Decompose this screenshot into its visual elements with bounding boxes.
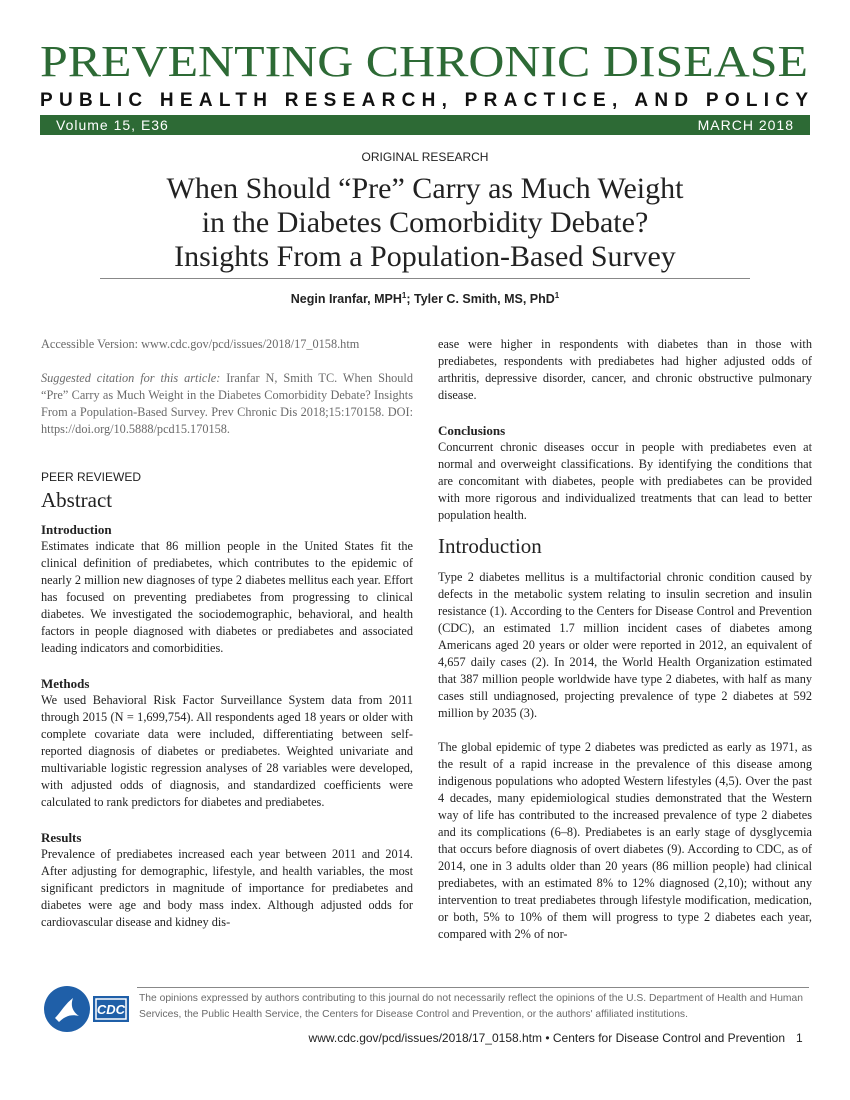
title-line: in the Diabetes Comorbidity Debate? bbox=[201, 206, 649, 239]
abstract-conclusions-heading: Conclusions bbox=[438, 423, 506, 438]
footer-divider bbox=[137, 987, 809, 988]
title-line: When Should “Pre” Carry as Much Weight bbox=[166, 172, 684, 205]
journal-title-text: PREVENTING CHRONIC DISEASE bbox=[40, 38, 808, 84]
issue-date: MARCH 2018 bbox=[697, 117, 794, 133]
abstract-introduction-heading: Introduction bbox=[41, 522, 112, 537]
introduction-paragraph: Type 2 diabetes mellitus is a multifactorial chronic condition caused by defects in the metabolic system relating to insulin secretion and insulin resistance (1). According to the Centers for Disease Control and Prevention (CDC), an estimated 1.7 million incident cases of diabetes among Americans aged 20 years or older were reported in 2012, an equivalent of 4,657 daily cases (2). In 2014, the World Health Organization estimated that 387 million people worldwide have type 2 diabetes, with half as many cases still undiagnosed, projecting prevalence of type 2 diabetes at 592 million by 2035 (3). bbox=[438, 570, 812, 720]
citation-label: Suggested citation for this article: bbox=[41, 371, 221, 385]
volume-number: Volume 15, E36 bbox=[56, 117, 169, 133]
author-line bbox=[0, 291, 850, 306]
abstract-conclusions-text: Concurrent chronic diseases occur in people with prediabetes even at normal and overweight classifications. By identifying the conditions that are concomitant with diabetes, people with prediabetes can be provided with more rigorous and individualized treatments that can lead to better population health. bbox=[438, 440, 812, 522]
peer-reviewed-label: PEER REVIEWED bbox=[41, 470, 142, 484]
abstract-results-continued: ease were higher in respondents with diabetes than in those with prediabetes, respondents with prediabetes had higher adjusted odds of arthritis, depressive disorder, cancer, and chronic obstructive pulmonary disease. bbox=[438, 337, 812, 402]
journal-title bbox=[40, 38, 810, 84]
suggested-citation bbox=[41, 370, 413, 438]
page-number: 1 bbox=[796, 1031, 803, 1045]
title-divider bbox=[100, 278, 750, 279]
cdc-logo-text: CDC bbox=[96, 1002, 126, 1017]
introduction-paragraph: The global epidemic of type 2 diabetes was predicted as early as 1971, as the result of a rapid increase in the prevalence of this disease among indigenous populations who adopted Western lifestyles (4,5). Over the past 4 decades, many epidemiological studies demonstrated that the Western way of life has contributed to the increased prevalence of type 2 diabetes and its complications (6–8). Prediabetes is an early stage of dysglycemia that occurs before diagnosis of overt diabetes (9). According to CDC, as of 2014, one in 3 adults older than 20 years (86 million people) had clinical prediabetes, with an estimated 8% to 12% diagnosed (2,10); without any intervention to treat prediabetes through lifestyle modification, medication, or both, 5% to 10% of them will progress to type 2 diabetes each year, compared with 2% of nor- bbox=[438, 740, 812, 941]
author-separator: ; bbox=[406, 292, 414, 307]
abstract-results-heading: Results bbox=[41, 830, 82, 845]
author-name: Negin Iranfar, MPH bbox=[290, 292, 402, 307]
left-column bbox=[41, 336, 413, 931]
article-title bbox=[60, 172, 790, 274]
volume-bar bbox=[40, 115, 810, 135]
introduction-heading: Introduction bbox=[438, 534, 542, 558]
right-column bbox=[438, 336, 812, 943]
journal-subtitle-text: PUBLIC HEALTH RESEARCH, PRACTICE, AND POLICY bbox=[40, 90, 808, 110]
section-label: ORIGINAL RESEARCH bbox=[361, 150, 489, 164]
author-affiliation: 1 bbox=[401, 291, 407, 300]
abstract-heading: Abstract bbox=[41, 488, 113, 512]
citation-text: Iranfar N, Smith TC. When Should “Pre” Carry as Much Weight in the Diabetes Comorbidity Debate? Insights From a Population-Based Survey. Prev Chronic Dis 2018;15:170158. DOI: https://doi.org/10.5888/pcd15.170158. bbox=[41, 371, 413, 436]
title-line: Insights From a Population-Based Survey bbox=[174, 240, 676, 273]
abstract-methods-heading: Methods bbox=[41, 676, 90, 691]
abstract-methods-text: We used Behavioral Risk Factor Surveillance System data from 2011 through 2015 (N = 1,699,754). All respondents aged 18 years or older with complete covariate data were included, differentiating between self-reported diagnosis of diabetes or prediabetes. Weighted univariate and multivariable logistic regression analyses of 28 variables were developed, with adjusted odds of diagnosis, and standardized coefficients were calculated to rank predictors for diabetes and prediabetes. bbox=[41, 693, 413, 809]
journal-subtitle bbox=[40, 88, 810, 110]
author-name: Tyler C. Smith, MS, PhD bbox=[414, 292, 555, 307]
footer-url-line[interactable]: www.cdc.gov/pcd/issues/2018/17_0158.htm • Centers for Disease Control and Prevention bbox=[308, 1031, 785, 1045]
author-affiliation: 1 bbox=[554, 291, 560, 300]
accessible-version-link[interactable]: Accessible Version: www.cdc.gov/pcd/issues/2018/17_0158.htm bbox=[41, 337, 360, 351]
abstract-results-text: Prevalence of prediabetes increased each year between 2011 and 2014. After adjusting for demographic, lifestyle, and health variables, the most significant predictors in magnitude of importance for prediabetes and diabetes were age and body mass index. Although adjusted odds for cardiovascular disease and kidney dis- bbox=[41, 847, 413, 929]
hhs-cdc-logo bbox=[43, 984, 135, 1034]
abstract-introduction-text: Estimates indicate that 86 million people in the United States fit the clinical definition of prediabetes, which contributes to the epidemic of nearly 2 million new diagnoses of type 2 diabetes mellitus each year. Effort has focused on preventing prediabetes from progressing to clinical diabetes. We investigated the sociodemographic, behavioral, and health factors in people diagnosed with diabetes or prediabetes and associated leading indicators and comorbidities. bbox=[41, 539, 413, 655]
footer-disclaimer: The opinions expressed by authors contributing to this journal do not necessarily reflect the opinions of the U.S. Department of Health and Human Services, the Public Health Service, the Centers for Disease Control and Prevention, or the authors' affiliated institutions. bbox=[139, 993, 803, 1020]
